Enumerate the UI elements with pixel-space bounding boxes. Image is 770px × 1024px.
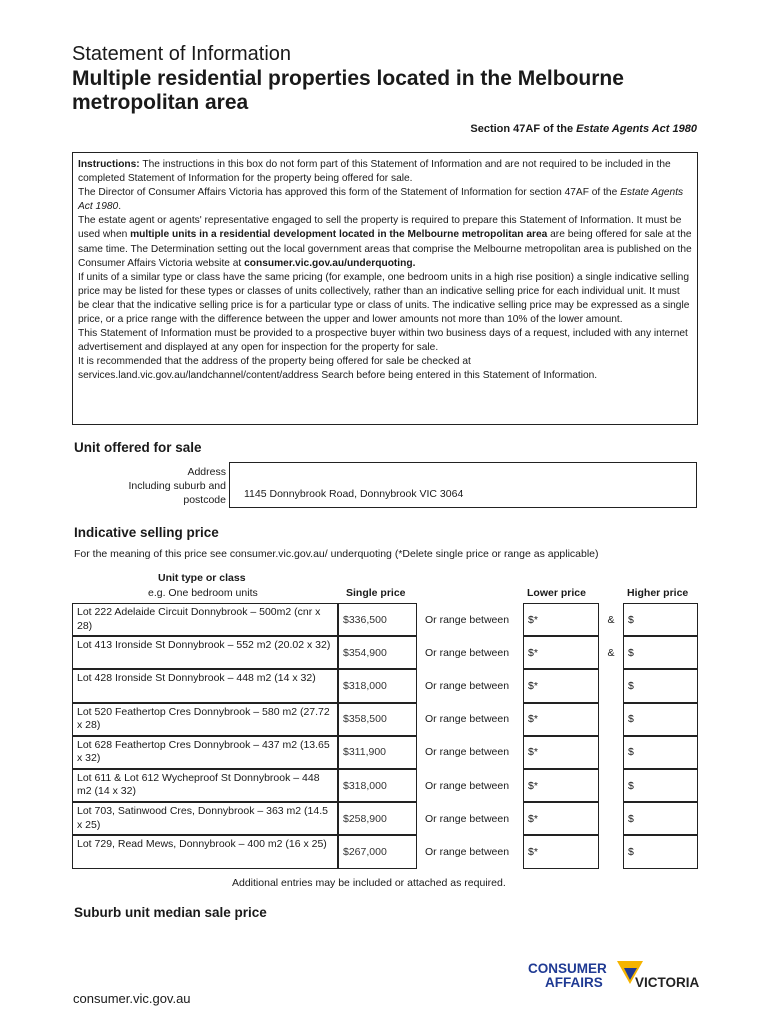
consumer-affairs-victoria-logo xyxy=(527,958,702,992)
instructions-p2-end: . xyxy=(118,201,122,213)
range-label: Or range between xyxy=(425,779,510,792)
address-label-2: Including suburb and xyxy=(128,480,226,492)
lower-price-cell[interactable]: $* xyxy=(523,703,599,736)
table-row xyxy=(72,736,698,769)
table-row xyxy=(72,769,698,802)
unit-cell[interactable]: Lot 520 Feathertop Cres Donnybrook – 580 m2 (27.72 x 28) xyxy=(72,703,338,736)
lower-price-cell[interactable]: $* xyxy=(523,835,599,868)
ampersand: & xyxy=(607,646,615,659)
col-unit-title-text: Unit type or class xyxy=(158,572,246,584)
higher-price-cell[interactable]: $ xyxy=(623,769,698,802)
section-reference xyxy=(470,123,697,135)
ampersand xyxy=(599,802,623,835)
col-unit-title xyxy=(158,572,246,584)
ampersand xyxy=(599,835,623,868)
document-heading: Multiple residential properties located in the Melbourne metropolitan area xyxy=(72,67,624,114)
ampersand xyxy=(599,769,623,802)
unit-cell[interactable]: Lot 628 Feathertop Cres Donnybrook – 437 m2 (13.65 x 32) xyxy=(72,736,338,769)
unit-cell[interactable]: Lot 222 Adelaide Circuit Donnybrook – 500m2 (cnr x 28) xyxy=(72,603,338,636)
single-price-cell[interactable]: $336,500 xyxy=(338,603,417,636)
instructions-p3-link: consumer.vic.gov.au/underquoting. xyxy=(244,257,416,269)
col-unit-example: e.g. One bedroom units xyxy=(148,587,258,599)
single-price-cell[interactable]: $318,000 xyxy=(338,669,417,702)
logo-line-1: CONSUMER xyxy=(528,961,607,976)
single-price-cell[interactable]: $311,900 xyxy=(338,736,417,769)
single-price-cell[interactable]: $267,000 xyxy=(338,835,417,868)
single-price-cell[interactable]: $318,000 xyxy=(338,769,417,802)
indicative-note: For the meaning of this price see consumer.vic.gov.au/ underquoting (*Delete single price or range as applicable) xyxy=(74,548,599,560)
ampersand xyxy=(599,703,623,736)
instructions-label: Instructions: xyxy=(78,159,140,170)
address-value: 1145 Donnybrook Road, Donnybrook VIC 3064 xyxy=(244,488,464,500)
instructions-p3-c: are being offered for sale at the same time. The Determination setting out the local government areas that comprise the Melbourne metropolitan area is published on the Consumer Affairs Victoria website at xyxy=(78,229,692,269)
unit-cell[interactable]: Lot 729, Read Mews, Donnybrook – 400 m2 (16 x 25) xyxy=(72,835,338,868)
unit-cell[interactable]: Lot 611 & Lot 612 Wycheproof St Donnybrook – 448 m2 (14 x 32) xyxy=(72,769,338,802)
lower-price-cell[interactable]: $* xyxy=(523,669,599,702)
price-table xyxy=(72,603,698,869)
range-label: Or range between xyxy=(425,713,510,726)
unit-cell[interactable]: Lot 703, Satinwood Cres, Donnybrook – 363 m2 (14.5 x 25) xyxy=(72,802,338,835)
table-row xyxy=(72,802,698,835)
higher-price-cell[interactable]: $ xyxy=(623,636,698,669)
col-single xyxy=(346,587,406,599)
logo-line-3: VICTORIA xyxy=(635,975,700,990)
instructions-p3 xyxy=(78,214,692,270)
single-price-cell[interactable]: $258,900 xyxy=(338,802,417,835)
lower-price-cell[interactable]: $* xyxy=(523,802,599,835)
unit-cell[interactable]: Lot 413 Ironside St Donnybrook – 552 m2 (20.02 x 32) xyxy=(72,636,338,669)
higher-price-cell[interactable]: $ xyxy=(623,835,698,868)
higher-price-cell[interactable]: $ xyxy=(623,802,698,835)
lower-price-cell[interactable]: $* xyxy=(523,603,599,636)
range-label: Or range between xyxy=(425,679,510,692)
col-lower-text: Lower price xyxy=(527,587,586,599)
instructions-p1-text: The instructions in this box do not form part of this Statement of Information and are not required to be included in the completed Statement of Information for the property being offered for sale. xyxy=(78,159,671,185)
address-label xyxy=(90,465,226,507)
higher-price-cell[interactable]: $ xyxy=(623,736,698,769)
footer-url[interactable]: consumer.vic.gov.au xyxy=(73,991,191,1006)
range-label: Or range between xyxy=(425,746,510,759)
median-heading: Suburb unit median sale price xyxy=(74,905,267,920)
higher-price-cell[interactable]: $ xyxy=(623,703,698,736)
ampersand xyxy=(599,669,623,702)
document-title: Statement of Information xyxy=(72,43,292,65)
unit-cell[interactable]: Lot 428 Ironside St Donnybrook – 448 m2 (14 x 32) xyxy=(72,669,338,702)
col-lower xyxy=(527,587,586,599)
table-row xyxy=(72,603,698,636)
section-act: Estate Agents Act 1980 xyxy=(576,123,697,135)
instructions-box xyxy=(72,152,698,425)
instructions-p5: This Statement of Information must be provided to a prospective buyer within two business days of a request, included with any internet advertisement and displayed at any open for inspection for the property for sale. xyxy=(78,328,688,354)
col-higher xyxy=(627,587,688,599)
single-price-cell[interactable]: $358,500 xyxy=(338,703,417,736)
logo-line-2: AFFAIRS xyxy=(545,975,603,990)
indicative-heading: Indicative selling price xyxy=(74,525,219,540)
section-prefix: Section 47AF of the xyxy=(470,123,577,135)
ampersand: & xyxy=(607,613,615,626)
range-label: Or range between xyxy=(425,812,510,825)
table-row xyxy=(72,636,698,669)
lower-price-cell[interactable]: $* xyxy=(523,769,599,802)
table-row xyxy=(72,669,698,702)
col-higher-text: Higher price xyxy=(627,587,689,599)
lower-price-cell[interactable]: $* xyxy=(523,736,599,769)
range-label: Or range between xyxy=(425,845,510,858)
address-label-3: postcode xyxy=(183,494,226,506)
higher-price-cell[interactable]: $ xyxy=(623,603,698,636)
instructions-p3-a: The estate agent or agents' representative engaged to sell the property is required to prepare this Statement of Information. It must be used when xyxy=(78,215,682,241)
range-label: Or range between xyxy=(425,646,510,659)
address-field[interactable] xyxy=(229,462,697,508)
ampersand xyxy=(599,736,623,769)
table-row xyxy=(72,703,698,736)
col-single-text: Single price xyxy=(346,587,406,599)
range-label: Or range between xyxy=(425,613,510,626)
instructions-p4: If units of a similar type or class have the same pricing (for example, one bedroom units in a high rise position) a single indicative selling price may be listed for these types or classes of units collectively, rather than an indicative selling price for each individual unit. It must be clear that the indicative selling price is for a particular type or class of units. The indicative selling price may be expressed as a single price, or a price range with the difference between the upper and lower amounts not more than 10% of the lower amount. xyxy=(78,271,690,326)
lower-price-cell[interactable]: $* xyxy=(523,636,599,669)
table-row xyxy=(72,835,698,868)
instructions-p2-text: The Director of Consumer Affairs Victoria has approved this form of the Statement of Information for section 47AF of the xyxy=(78,187,621,199)
instructions-p3-b: multiple units in a residential development located in the Melbourne metropolitan area xyxy=(130,229,548,241)
instructions-p1 xyxy=(78,158,692,186)
address-label-1: Address xyxy=(187,466,226,478)
instructions-p6: It is recommended that the address of the property being offered for sale be checked at services.land.vic.gov.au/landchannel/content/address Search before being entered in this Statement of Information. xyxy=(78,356,598,382)
instructions-p2-act: Estate Agents Act 1980 xyxy=(78,187,684,213)
additional-entries-note: Additional entries may be included or attached as required. xyxy=(232,877,506,889)
single-price-cell[interactable]: $354,900 xyxy=(338,636,417,669)
instructions-p2 xyxy=(78,186,692,214)
higher-price-cell[interactable]: $ xyxy=(623,669,698,702)
unit-offered-heading: Unit offered for sale xyxy=(74,440,202,455)
